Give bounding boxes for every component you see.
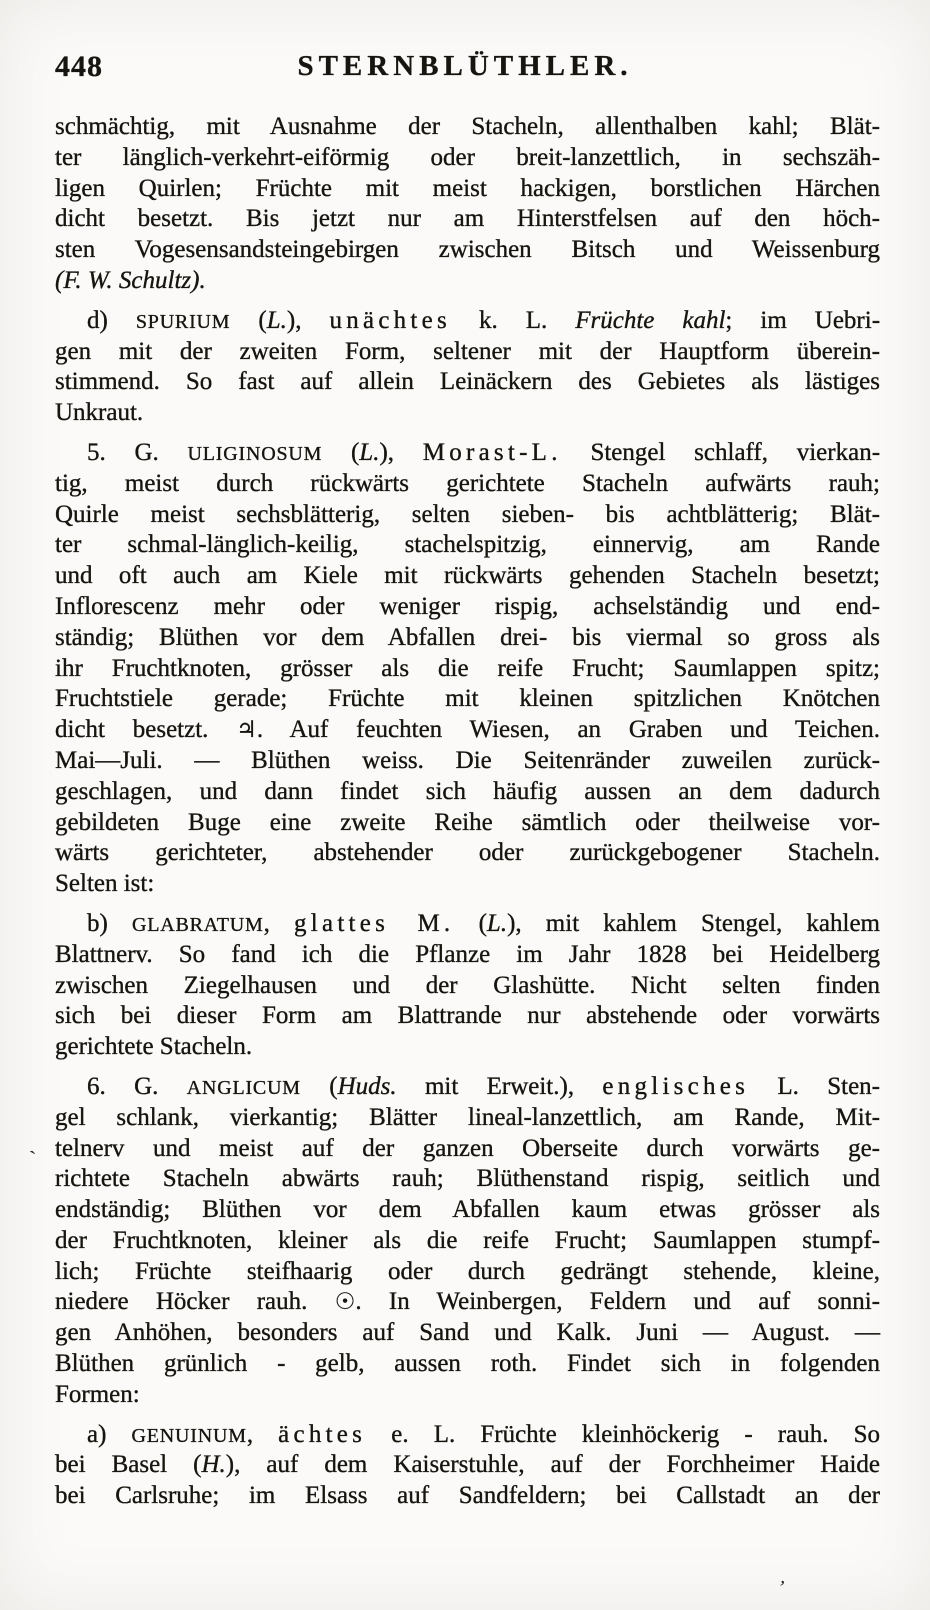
text-line: [55, 654, 880, 685]
text-run: englisches: [602, 1072, 750, 1100]
text-run: Fruchtstiele gerade; Früchte mit kleinen spitzlichen Knötchen: [55, 685, 880, 713]
text-run: gen mit der zweiten Form, seltener mit der Hauptform überein-: [55, 337, 880, 365]
page-header: [0, 0, 930, 100]
text-run: L.: [266, 306, 287, 334]
text-line: [55, 808, 880, 839]
text-line: [55, 838, 880, 869]
text-line: [55, 204, 880, 235]
ink-speck: `: [28, 1145, 39, 1172]
text-run: ULIGINOSUM: [187, 442, 323, 465]
text-run: gen Anhöhen, besonders auf Sand und Kalk. Juni — August. —: [55, 1319, 880, 1347]
text-run: ständig; Blüthen vor dem Abfallen drei- bis viermal so gross als: [55, 623, 880, 651]
text-run: 5. G.: [87, 438, 188, 466]
text-line: [55, 266, 880, 297]
text-line: [55, 1318, 880, 1349]
text-run: L.: [359, 438, 380, 466]
text-run: H.: [201, 1451, 226, 1479]
text-run: lich; Früchte steifhaarig oder durch gedrängt stehende, kleine,: [55, 1257, 880, 1285]
text-block: [55, 112, 880, 1512]
text-line: [55, 367, 880, 398]
text-line: [55, 235, 880, 266]
text-line: [55, 909, 880, 940]
text-run: schmächtig, mit Ausnahme der Stacheln, allenthalben kahl; Blät-: [55, 113, 880, 140]
text-run: ♃: [236, 717, 257, 744]
text-run: SPURIUM: [135, 310, 231, 333]
text-run: richtete Stacheln abwärts rauh; Blüthenstand rispig, seitlich und: [55, 1165, 880, 1193]
text-run: Stengel schlaff, vierkan-: [561, 438, 881, 466]
text-run: d): [87, 306, 136, 334]
text-run: dicht besetzt.: [55, 716, 237, 744]
text-line: [55, 1072, 880, 1103]
paragraph: [55, 306, 880, 429]
text-line: [55, 1032, 880, 1063]
text-run: L. Sten-: [749, 1072, 880, 1100]
text-run: ☉: [334, 1289, 356, 1316]
text-run: 6. G.: [87, 1072, 187, 1100]
text-run: gerichtete Stacheln.: [55, 1033, 253, 1061]
text-run: gel schlank, vierkantig; Blätter lineal-lanzettlich, am Rande, Mit-: [55, 1103, 880, 1131]
text-run: ),: [286, 306, 330, 334]
text-run: GLABRATUM: [131, 913, 264, 936]
text-line: [55, 1164, 880, 1195]
text-run: k. L.: [450, 306, 576, 334]
text-line: [55, 869, 880, 900]
text-line: [55, 561, 880, 592]
ink-speck: ’: [775, 1576, 787, 1600]
text-line: [55, 398, 880, 429]
text-line: [55, 1380, 880, 1411]
text-run: Quirle meist sechsblätterig, selten sieben- bis achtblätterig; Blät-: [55, 500, 880, 528]
text-line: [55, 971, 880, 1002]
paragraph: [55, 909, 880, 1063]
text-run: a): [87, 1420, 132, 1448]
paragraph: [55, 1420, 880, 1512]
text-line: [55, 530, 880, 561]
text-run: bei Basel (: [55, 1451, 202, 1479]
text-run: Morast-L.: [422, 438, 562, 466]
text-run: sten Vogesensandsteingebirgen zwischen Bitsch und Weissenburg: [55, 236, 880, 264]
text-run: glattes M.: [294, 909, 455, 937]
text-line: [55, 940, 880, 971]
text-run: sich bei dieser Form am Blattrande nur abstehende oder vorwärts: [55, 1002, 880, 1030]
text-run: Blattnerv. So fand ich die Pflanze im Jahr 1828 bei Heidelberg: [55, 940, 880, 968]
text-run: e. L. Früchte kleinhöckerig - rauh. So: [366, 1420, 880, 1448]
text-line: [55, 1349, 880, 1380]
text-run: (: [300, 1072, 338, 1100]
text-run: Blüthen grünlich - gelb, aussen roth. Findet sich in folgenden: [55, 1350, 880, 1378]
text-run: niedere Höcker rauh.: [55, 1288, 335, 1316]
text-run: ächtes: [278, 1420, 367, 1448]
text-line: [55, 592, 880, 623]
text-run: ihr Fruchtknoten, grösser als die reife Frucht; Saumlappen spitz;: [55, 654, 880, 682]
text-run: ter schmal-länglich-keilig, stachelspitzig, einnervig, am Rande: [55, 531, 880, 559]
text-run: Inflorescenz mehr oder weniger rispig, achselständig und end-: [55, 592, 880, 620]
page-number: 448: [55, 50, 103, 83]
text-line: [55, 1420, 880, 1451]
text-run: endständig; Blüthen vor dem Abfallen kaum etwas grösser als: [55, 1196, 880, 1224]
text-run: GENUINUM: [131, 1424, 247, 1447]
text-run: Selten ist:: [55, 870, 155, 898]
text-line: [55, 112, 880, 143]
text-run: (: [230, 306, 267, 334]
text-run: zwischen Ziegelhausen und der Glashütte. Nicht selten finden: [55, 971, 880, 999]
text-line: [55, 777, 880, 808]
text-line: [55, 684, 880, 715]
text-line: [55, 1134, 880, 1165]
text-line: [55, 1103, 880, 1134]
text-run: ANGLICUM: [186, 1076, 301, 1099]
text-run: geschlagen, und dann findet sich häufig aussen an dem dadurch: [55, 777, 880, 805]
text-line: [55, 1226, 880, 1257]
text-run: telnerv und meist auf der ganzen Oberseite durch vorwärts ge-: [55, 1134, 880, 1162]
text-run: b): [87, 909, 132, 937]
text-line: [55, 1257, 880, 1288]
text-line: [55, 1287, 880, 1318]
text-run: ligen Quirlen; Früchte mit meist hackigen, borstlichen Härchen: [55, 174, 880, 202]
text-line: [55, 623, 880, 654]
text-run: unächtes: [329, 306, 451, 334]
text-line: [55, 1450, 880, 1481]
text-run: ; im Uebri-: [725, 306, 881, 334]
text-run: ),: [379, 438, 423, 466]
text-run: tig, meist durch rückwärts gerichtete Stacheln aufwärts rauh;: [55, 469, 880, 497]
text-line: [55, 500, 880, 531]
text-run: Huds.: [337, 1072, 397, 1100]
text-run: der Fruchtknoten, kleiner als die reife Frucht; Saumlappen stumpf-: [55, 1226, 880, 1254]
text-run: mit Erweit.),: [396, 1072, 603, 1100]
paragraph: [55, 1072, 880, 1411]
text-run: L.: [486, 909, 508, 937]
text-run: Formen:: [55, 1380, 140, 1408]
text-run: ,: [246, 1420, 279, 1448]
text-run: stimmend. So fast auf allein Leinäckern des Gebietes als lästiges: [55, 368, 880, 396]
text-line: [55, 469, 880, 500]
text-run: und oft auch am Kiele mit rückwärts gehenden Stacheln besetzt;: [55, 562, 880, 590]
text-run: Mai—Juli. — Blüthen weiss. Die Seitenränder zuweilen zurück-: [55, 746, 880, 774]
text-line: [55, 337, 880, 368]
text-line: [55, 746, 880, 777]
text-line: [55, 306, 880, 337]
text-line: [55, 438, 880, 469]
text-run: . In Weinbergen, Feldern und auf sonni-: [355, 1288, 880, 1316]
text-line: [55, 1195, 880, 1226]
text-line: [55, 715, 880, 746]
text-run: (: [322, 438, 360, 466]
text-line: [55, 1481, 880, 1512]
text-run: ), mit kahlem Stengel, kahlem: [507, 909, 880, 937]
text-run: (F. W. Schultz).: [55, 266, 206, 294]
text-line: [55, 174, 880, 205]
text-run: ), auf dem Kaiserstuhle, auf der Forchheimer Haide: [225, 1451, 880, 1479]
text-run: ter länglich-verkehrt-eiförmig oder breit-lanzettlich, in sechszäh-: [55, 143, 880, 171]
paragraph: [55, 438, 880, 900]
text-run: (: [454, 909, 487, 937]
text-run: wärts gerichteter, abstehender oder zurückgebogener Stacheln.: [55, 839, 880, 867]
paragraph: [55, 112, 880, 297]
text-run: Früchte kahl: [575, 306, 726, 334]
text-run: gebildeten Buge eine zweite Reihe sämtlich oder theilweise vor-: [55, 808, 880, 836]
text-line: [55, 143, 880, 174]
text-run: bei Carlsruhe; im Elsass auf Sandfeldern; bei Callstadt an der: [55, 1482, 880, 1510]
text-run: ,: [263, 909, 295, 937]
running-title: STERNBLÜTHLER.: [297, 50, 633, 82]
text-run: . Auf feuchten Wiesen, an Graben und Teichen.: [256, 716, 880, 744]
text-run: Unkraut.: [55, 399, 144, 427]
text-run: dicht besetzt. Bis jetzt nur am Hinterstfelsen auf den höch-: [55, 205, 880, 233]
text-line: [55, 1001, 880, 1032]
